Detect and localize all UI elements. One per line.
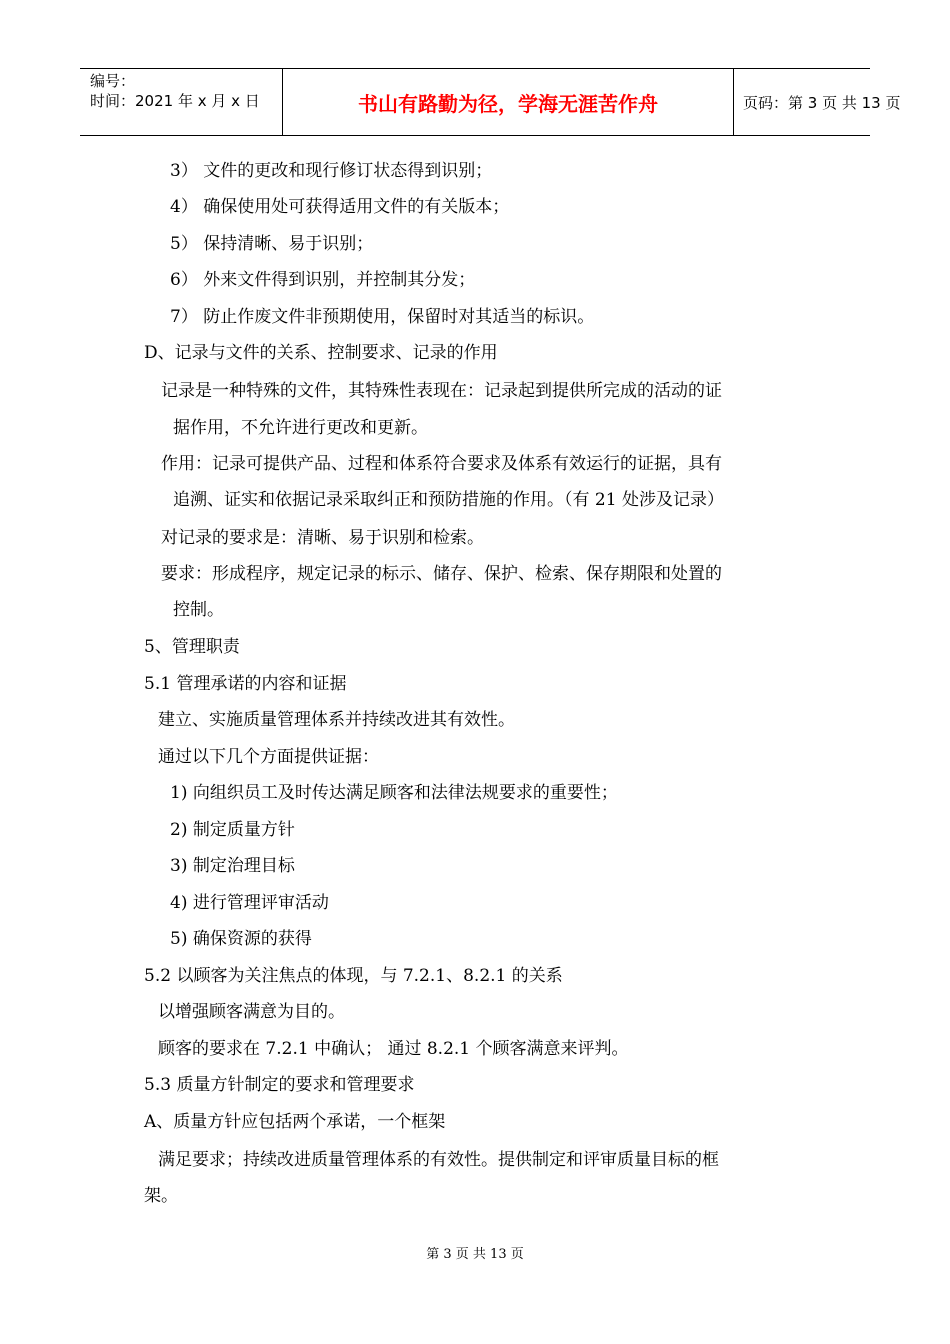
paragraph-line: 架。 <box>144 1186 178 1206</box>
list-item: 2) 制定质量方针 <box>170 820 295 840</box>
list-item: 5） 保持清晰、易于识别； <box>170 234 374 254</box>
page-footer: 第 3 页 共 13 页 <box>426 1247 524 1262</box>
paragraph-line: 以增强顾客满意为目的。 <box>158 1002 345 1022</box>
header-page-cell <box>734 69 901 135</box>
paragraph-line: 通过以下几个方面提供证据： <box>158 747 379 767</box>
section-heading: 5.1 管理承诺的内容和证据 <box>144 674 347 694</box>
paragraph-line: 追溯、证实和依据记录采取纠正和预防措施的作用。（有 21 处涉及记录） <box>173 490 724 510</box>
paragraph-line: 对记录的要求是：清晰、易于识别和检索。 <box>161 528 484 548</box>
list-item: 4） 确保使用处可获得适用文件的有关版本； <box>170 197 510 217</box>
paragraph-line: 记录是一种特殊的文件，其特殊性表现在：记录起到提供所完成的活动的证 <box>161 381 722 401</box>
header-motto: 书山有路勤为径，学海无涯苦作舟 <box>358 92 658 116</box>
paragraph-line: 要求：形成程序，规定记录的标示、储存、保护、检索、保存期限和处置的 <box>161 564 722 584</box>
section-heading: D、记录与文件的关系、控制要求、记录的作用 <box>144 343 498 363</box>
paragraph-line: 满足要求；持续改进质量管理体系的有效性。提供制定和评审质量目标的框 <box>158 1150 719 1170</box>
list-item: 4) 进行管理评审活动 <box>170 893 329 913</box>
paragraph-line: 作用：记录可提供产品、过程和体系符合要求及体系有效运行的证据，具有 <box>161 454 722 474</box>
paragraph-line: 顾客的要求在 7.2.1 中确认； 通过 8.2.1 个顾客满意来评判。 <box>158 1039 629 1059</box>
section-heading: 5.2 以顾客为关注焦点的体现，与 7.2.1、8.2.1 的关系 <box>144 966 563 986</box>
list-item: 3） 文件的更改和现行修订状态得到识别； <box>170 161 493 181</box>
paragraph-line: 控制。 <box>173 600 224 620</box>
document-header <box>80 68 901 136</box>
list-item: 1) 向组织员工及时传达满足顾客和法律法规要求的重要性； <box>170 783 618 803</box>
document-number-label: 编号： <box>90 72 136 90</box>
header-info-cell <box>80 69 282 135</box>
list-item: 7） 防止作废文件非预期使用，保留时对其适当的标识。 <box>170 307 595 327</box>
paragraph-line: 据作用，不允许进行更改和更新。 <box>173 418 428 438</box>
document-date-label: 时间：2021 年 x 月 x 日 <box>90 92 260 110</box>
list-item: 3) 制定治理目标 <box>170 856 295 876</box>
section-heading: A、质量方针应包括两个承诺，一个框架 <box>144 1112 446 1132</box>
header-motto-cell <box>282 69 734 135</box>
section-heading: 5、管理职责 <box>144 637 240 657</box>
list-item: 5) 确保资源的获得 <box>170 929 312 949</box>
list-item: 6） 外来文件得到识别，并控制其分发； <box>170 270 476 290</box>
paragraph-line: 建立、实施质量管理体系并持续改进其有效性。 <box>158 710 515 730</box>
header-page-info: 页码：第 3 页 共 13 页 <box>743 94 901 112</box>
section-heading: 5.3 质量方针制定的要求和管理要求 <box>144 1075 415 1095</box>
